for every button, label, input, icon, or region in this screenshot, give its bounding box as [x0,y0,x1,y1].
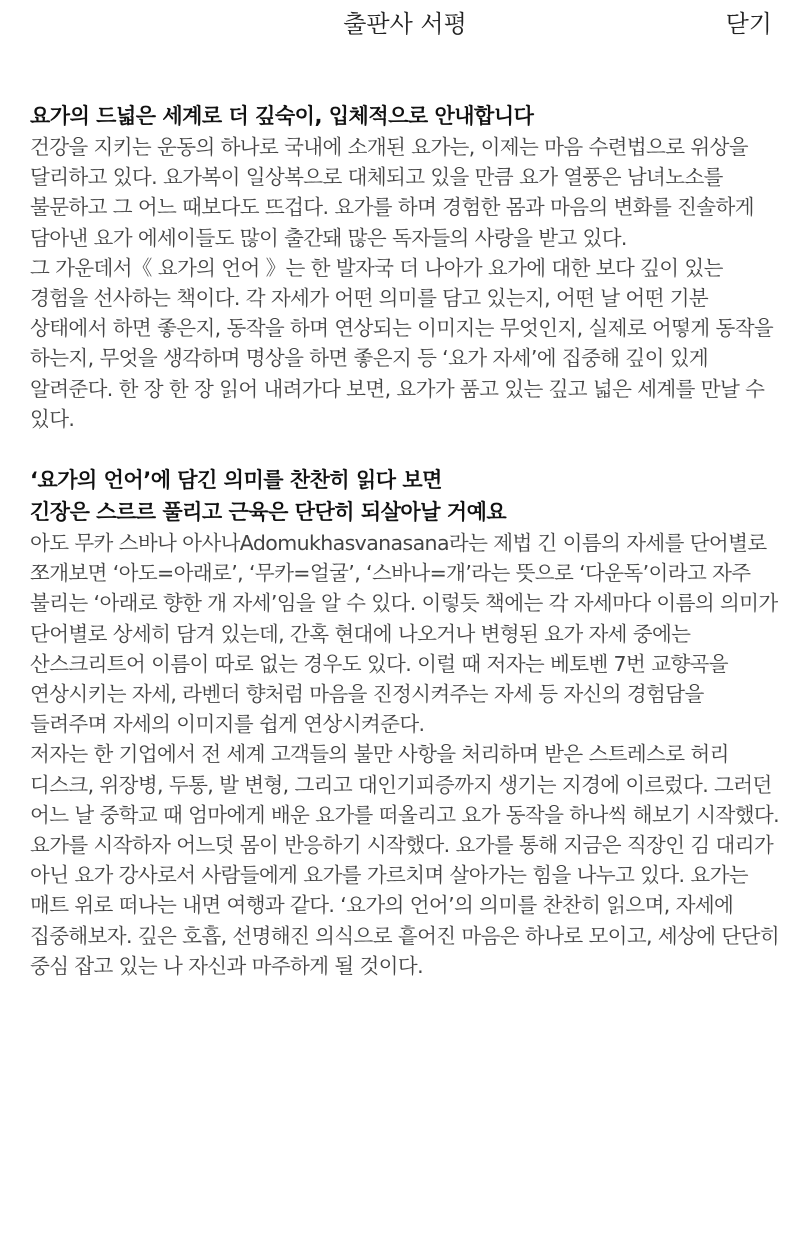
review-paragraph: 저자는 한 기업에서 전 세계 고객들의 불만 사항을 처리하며 받은 스트레스로 허리 디스크, 위장병, 두통, 발 변형, 그리고 대인기피증까지 생기는 지경에 이르렀다. 그러던 어느 날 중학교 때 엄마에게 배운 요가를 떠올리고 요가 동작을 하나씩 해보기 시작했다. 요가를 시작하자 어느덧 몸이 반응하기 시작했다. 요가를 통해 지금은 직장인 김 대리가 아닌 요가 강사로서 사람들에게 요가를 가르치며 살아가는 힘을 나누고 있다. 요가는 매트 위로 떠나는 내면 여행과 같다. ‘요가의 언어’의 의미를 찬찬히 읽으며, 자세에 집중해보자. 깊은 호흡, 선명해진 의식으로 흩어진 마음은 하나로 모이고, 세상에 단단히 중심 잡고 있는 나 자신과 마주하게 될 것이다. [30,742,780,978]
section-subheading: 긴장은 스르르 풀리고 근육은 단단히 되살아날 거예요 [30,500,507,525]
review-paragraph: 그 가운데서《 요가의 언어 》는 한 발자국 더 나아가 요가에 대한 보다 깊이 있는 경험을 선사하는 책이다. 각 자세가 어떤 의미를 담고 있는지, 어떤 날 어떤 기분 상태에서 하면 좋은지, 동작을 하며 연상되는 이미지는 무엇인지, 실제로 어떻게 동작을 하는지, 무엇을 생각하며 명상을 하면 좋은지 등 ‘요가 자세’에 집중해 깊이 있게 알려준다. 한 장 한 장 읽어 내려가다 보면, 요가가 품고 있는 깊고 넓은 세계를 만날 수 있다. [30,255,774,431]
review-paragraph: 건강을 지키는 운동의 하나로 국내에 소개된 요가는, 이제는 마음 수련법으로 위상을 달리하고 있다. 요가복이 일상복으로 대체되고 있을 만큼 요가 열풍은 남녀노소를 불문하고 그 어느 때보다도 뜨겁다. 요가를 하며 경험한 몸과 마음의 변화를 진솔하게 담아낸 요가 에세이들도 많이 출간돼 많은 독자들의 사랑을 받고 있다. [30,135,754,250]
dialog-header [0,0,810,54]
review-section-1 [30,100,782,434]
review-paragraph: 아도 무카 스바나 아사나Adomukhasvanasana라는 제법 긴 이름의 자세를 단어별로 쪼개보면 ‘아도=아래로’, ‘무카=얼굴’, ‘스바나=개’라는 뜻으로 ‘다운독’이라고 자주 불리는 ‘아래로 향한 개 자세’임을 알 수 있다. 이렇듯 책에는 각 자세마다 이름의 의미가 단어별로 상세히 담겨 있는데, 간혹 현대에 나오거나 변형된 요가 자세 중에는 산스크리트어 이름이 따로 없는 경우도 있다. 이럴 때 저자는 베토벤 7번 교향곡을 연상시키는 자세, 라벤더 향처럼 마음을 진정시켜주는 자세 등 자신의 경험담을 들려주며 자세의 이미지를 쉽게 연상시켜준다. [30,531,778,737]
section-heading-block [30,100,782,132]
section-heading: 요가의 드넓은 세계로 더 깊숙이, 입체적으로 안내합니다 [30,104,534,128]
page-title: 출판사 서평 [343,10,467,38]
section-heading-block [30,464,782,528]
review-section-2 [30,464,782,981]
review-content [30,100,782,981]
section-heading: ‘요가의 언어’에 담긴 의미를 찬찬히 읽다 보면 [30,468,442,493]
close-button[interactable]: 닫기 [726,6,772,42]
